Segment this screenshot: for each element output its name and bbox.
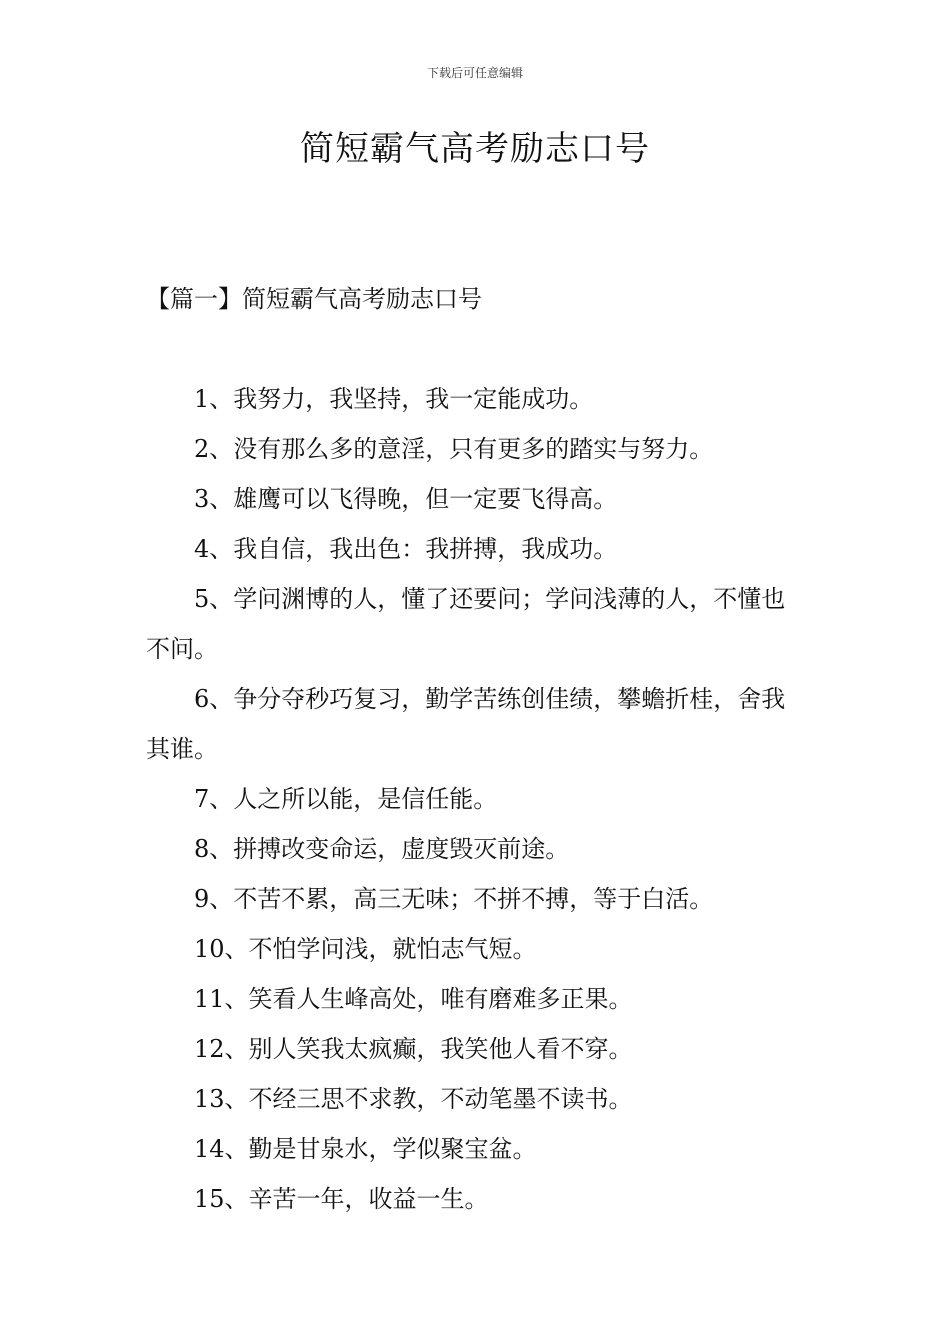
- list-item: 8、拼搏改变命运，虚度毁灭前途。: [194, 835, 570, 863]
- list-item: 7、人之所以能，是信任能。: [194, 785, 498, 813]
- list-item: 4、我自信，我出色：我拼搏，我成功。: [194, 535, 618, 563]
- header-note: 下载后可任意编辑: [426, 66, 523, 80]
- list-item: 1、我努力，我坚持，我一定能成功。: [194, 385, 594, 413]
- list-item: 15、辛苦一年，收益一生。: [194, 1185, 489, 1213]
- slogan-list: [146, 374, 806, 1224]
- section-heading: 【篇一】简短霸气高考励志口号: [146, 285, 482, 313]
- list-item: 9、不苦不累，高三无味；不拼不搏，等于白活。: [194, 885, 714, 913]
- list-item: 3、雄鹰可以飞得晚，但一定要飞得高。: [194, 485, 618, 513]
- list-item: 13、不经三思不求教，不动笔墨不读书。: [194, 1085, 633, 1113]
- document-title: 简短霸气高考励志口号: [300, 129, 650, 169]
- list-item: 2、没有那么多的意淫，只有更多的踏实与努力。: [194, 435, 714, 463]
- list-item: 14、勤是甘泉水，学似聚宝盆。: [194, 1135, 537, 1163]
- list-item: 12、别人笑我太疯癫，我笑他人看不穿。: [194, 1035, 633, 1063]
- list-item: 10、不怕学问浅，就怕志气短。: [194, 935, 537, 963]
- list-item: 6、争分夺秒巧复习，勤学苦练创佳绩，攀蟾折桂，舍我其谁。: [146, 685, 786, 763]
- list-item: 5、学问渊博的人，懂了还要问；学问浅薄的人，不懂也不问。: [146, 585, 786, 663]
- list-item: 11、笑看人生峰高处，唯有磨难多正果。: [194, 985, 633, 1013]
